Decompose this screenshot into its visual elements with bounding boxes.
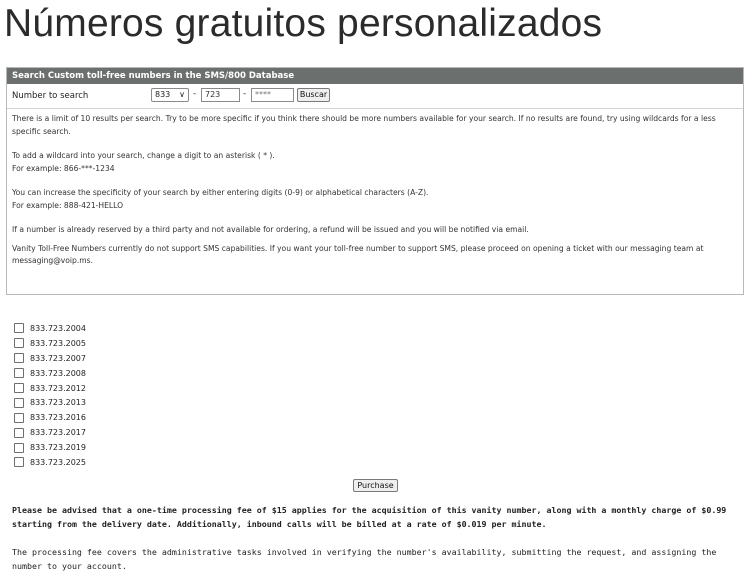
list-item (14, 321, 86, 336)
fee-notice-line2: starting from the delivery date. Additionally, inbound calls will be billed at a rate of $0.019 per minute. (12, 519, 547, 529)
purchase-button[interactable]: Purchase (353, 479, 398, 492)
info-wildcard-example: For example: 866-***-1234 (12, 163, 115, 173)
suffix-input[interactable]: **** (251, 88, 294, 102)
list-item (14, 336, 86, 351)
number-checkbox[interactable] (14, 443, 24, 453)
number-label: 833.723.2016 (30, 413, 86, 423)
search-button[interactable]: Buscar (297, 88, 330, 102)
info-wildcard-text: To add a wildcard into your search, change a digit to an asterisk ( * ). (12, 151, 275, 160)
number-checkbox[interactable] (14, 383, 24, 393)
number-checkbox[interactable] (14, 353, 24, 363)
list-item (14, 455, 86, 470)
number-checkbox[interactable] (14, 457, 24, 467)
number-checkbox[interactable] (14, 338, 24, 348)
list-item (14, 395, 86, 410)
info-specificity-text: You can increase the specificity of your search by either entering digits (0-9) or alphabetical characters (A-Z). (12, 188, 429, 197)
number-label: 833.723.2013 (30, 398, 86, 408)
chevron-down-icon: ∨ (179, 90, 185, 99)
info-sms-text: Vanity Toll-Free Numbers currently do not support SMS capabilities. If you want your toll-free number to support SMS, please proceed on opening a ticket with our messaging team at messaging@voip.ms. (12, 243, 704, 265)
number-checkbox[interactable] (14, 323, 24, 333)
list-item (14, 366, 86, 381)
fee-notice-line1: Please be advised that a one-time processing fee of $15 applies for the acquisition of this vanity number, along with a monthly charge of $0.99 (12, 505, 727, 515)
number-results-list (14, 321, 86, 470)
number-label: 833.723.2025 (30, 457, 86, 467)
number-label: 833.723.2012 (30, 383, 86, 393)
number-label: 833.723.2019 (30, 443, 86, 453)
dash-separator: - (193, 89, 197, 99)
search-info (7, 109, 743, 268)
panel-header: Search Custom toll-free numbers in the SMS/800 Database (7, 68, 743, 84)
list-item (14, 410, 86, 425)
number-label: 833.723.2008 (30, 368, 86, 378)
dash-separator: - (243, 89, 247, 99)
number-label: 833.723.2004 (30, 323, 86, 333)
list-item (14, 351, 86, 366)
number-checkbox[interactable] (14, 398, 24, 408)
processing-fee-notice: The processing fee covers the administrative tasks involved in verifying the number's availability, submitting the request, and assigning the number to your account. (12, 547, 717, 571)
info-refund-text: If a number is already reserved by a third party and not available for ordering, a refund will be issued and you will be notified via email. (12, 225, 529, 234)
list-item (14, 381, 86, 396)
search-panel (6, 67, 744, 295)
number-checkbox[interactable] (14, 428, 24, 438)
search-label: Number to search (12, 91, 89, 101)
number-checkbox[interactable] (14, 413, 24, 423)
number-checkbox[interactable] (14, 368, 24, 378)
list-item (14, 440, 86, 455)
info-specificity-example: For example: 888-421-HELLO (12, 200, 124, 210)
search-row (7, 84, 743, 109)
page-title: Números gratuitos personalizados (4, 2, 603, 45)
list-item (14, 425, 86, 440)
area-code-value: 833 (155, 90, 171, 99)
area-code-select[interactable] (151, 88, 189, 102)
prefix-input[interactable]: 723 (201, 88, 240, 102)
number-label: 833.723.2007 (30, 353, 86, 363)
number-label: 833.723.2017 (30, 428, 86, 438)
info-limit-text: There is a limit of 10 results per search. Try to be more specific if you think there should be more numbers available for your search. If no results are found, try using wildcards for a less specific search. (12, 114, 716, 136)
number-label: 833.723.2005 (30, 338, 86, 348)
